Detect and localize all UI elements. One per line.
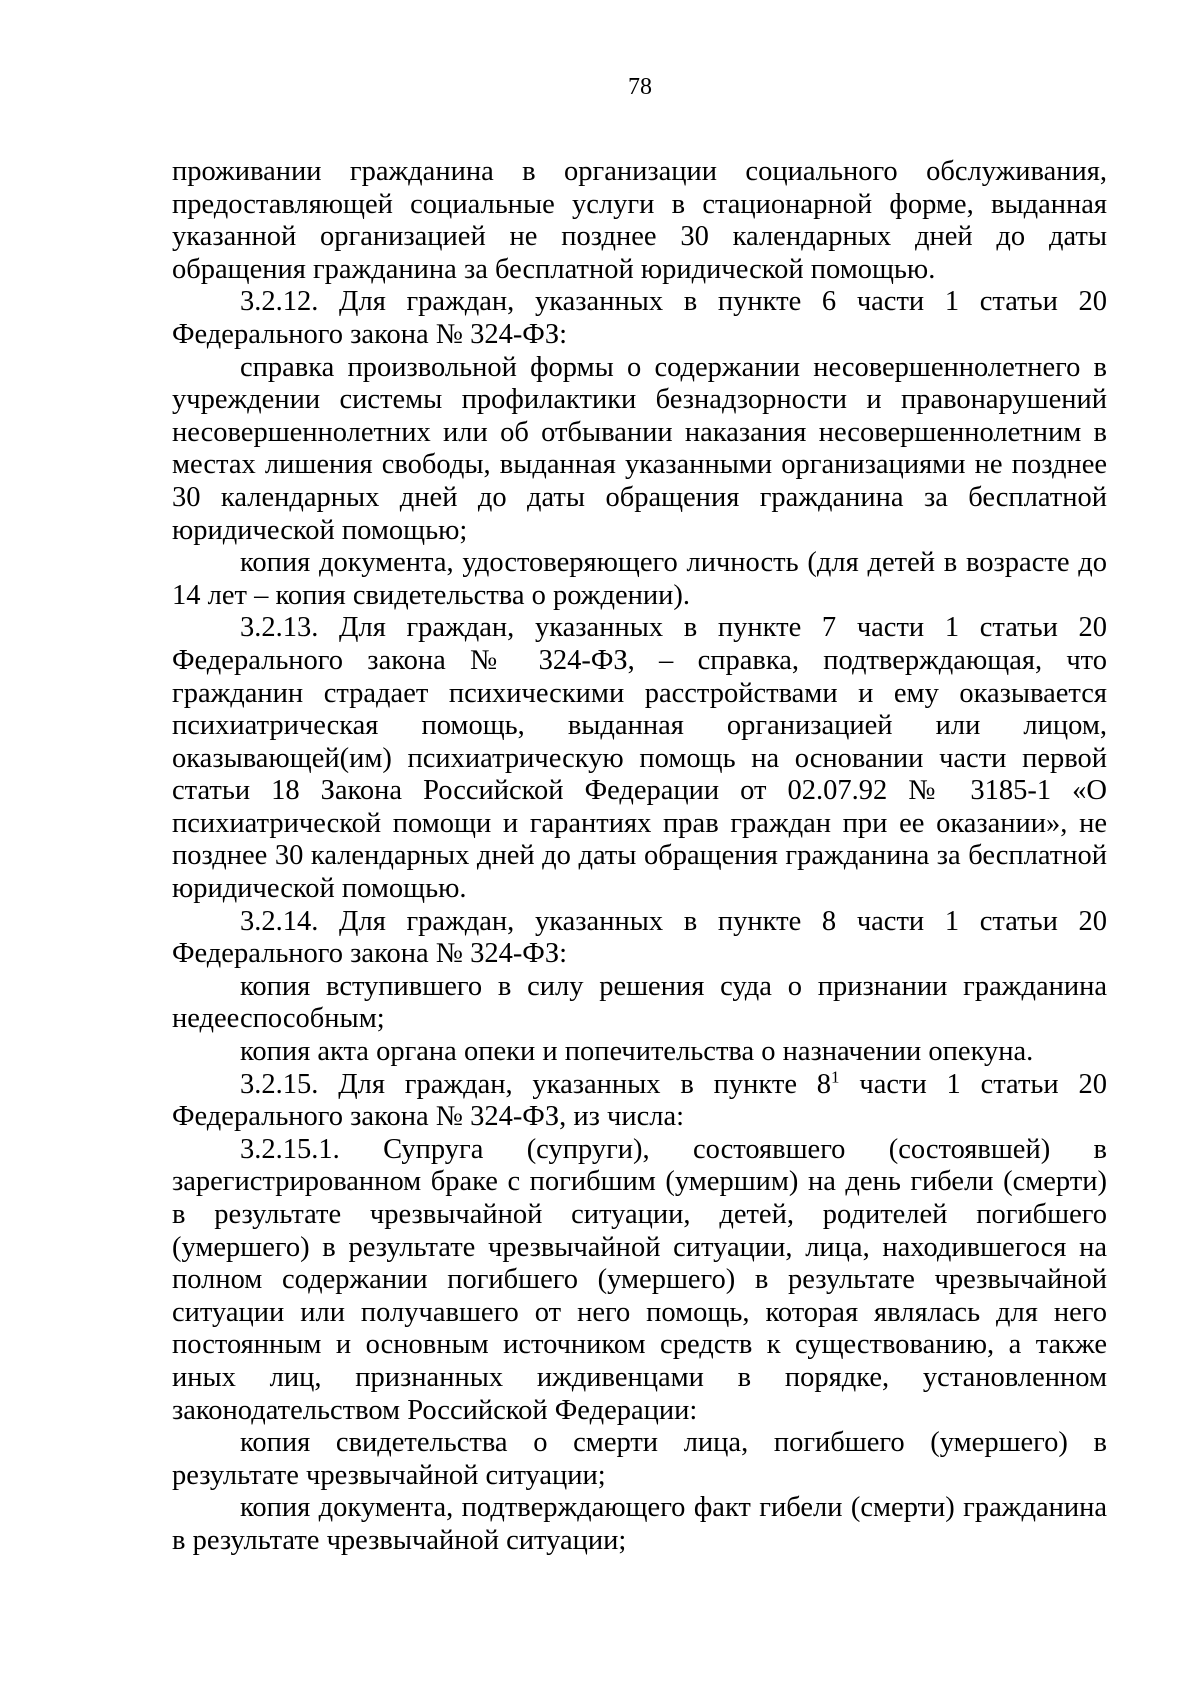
paragraph-death-certificate: копия свидетельства о смерти лица, погибшего (умершего) в результате чрезвычайной ситуации; xyxy=(172,1427,1107,1491)
paragraph-guardianship-act: копия акта органа опеки и попечительства о назначении опекуна. xyxy=(240,1036,1034,1068)
paragraph-death-fact-document: копия документа, подтверждающего факт гибели (смерти) гражданина в результате чрезвычайной ситуации; xyxy=(172,1492,1107,1556)
paragraph-court-decision: копия вступившего в силу решения суда о признании гражданина недееспособным; xyxy=(172,970,1107,1035)
paragraph-identity-document: копия документа, удостоверяющего личность (для детей в возрасте до 14 лет – копия свидетельства о рождении). xyxy=(172,547,1107,611)
page-number: 78 xyxy=(628,74,652,100)
paragraph-3-2-15-text-rest: части 1 статьи 20 Федерального закона № 324-ФЗ, из числа: xyxy=(172,1068,1107,1133)
superscript-marker: 1 xyxy=(831,1067,840,1087)
paragraph-continuation: проживании гражданина в организации социального обслуживания, предоставляющей социальные услуги в стационарной форме, выданная указанной организацией не позднее 30 календарных дней до даты обращения гражданина за бесплатной юридической помощью. xyxy=(172,156,1107,285)
document-body xyxy=(172,156,1107,1558)
paragraph-3-2-15 xyxy=(172,1069,1107,1134)
paragraph-3-2-15-text: 3.2.15. Для граждан, указанных в пункте 8 xyxy=(240,1068,832,1100)
paragraph-3-2-14: 3.2.14. Для граждан, указанных в пункте 8 части 1 статьи 20 Федерального закона № 324-ФЗ: xyxy=(172,905,1107,970)
paragraph-3-2-13: 3.2.13. Для граждан, указанных в пункте 7 части 1 статьи 20 Федерального закона № 324-ФЗ, – справка, подтверждающая, что гражданин страдает психическими расстройствами и ему оказывается психиатрическая помощь, выданная организацией или лицом, оказывающей(им) психиатрическую помощь на основании части первой статьи 18 Закона Российской Федерации от 02.07.92 № 3185-1 «О психиатрической помощи и гарантиях прав граждан при ее оказании», не позднее 30 календарных дней до даты обращения гражданина за бесплатной юридической помощью. xyxy=(172,612,1107,905)
paragraph-certificate-minor: справка произвольной формы о содержании несовершеннолетнего в учреждении системы профилактики безнадзорности и правонарушений несовершеннолетних или об отбывании наказания несовершеннолетним в местах лишения свободы, выданная указанными организациями не позднее 30 календарных дней до даты обращения гражданина за бесплатной юридической помощью; xyxy=(172,351,1107,546)
paragraph-3-2-12: 3.2.12. Для граждан, указанных в пункте 6 части 1 статьи 20 Федерального закона № 324-ФЗ: xyxy=(172,286,1107,350)
paragraph-3-2-15-1: 3.2.15.1. Супруга (супруги), состоявшего (состоявшей) в зарегистрированном браке с погибшим (умершим) на день гибели (смерти) в результате чрезвычайной ситуации, детей, родителей погибшего (умершего) в результате чрезвычайной ситуации, лица, находившегося на полном содержании погибшего (умершего) в результате чрезвычайной ситуации или получавшего от него помощь, которая являлась для него постоянным и основным источником средств к существованию, а также иных лиц, признанных иждивенцами в порядке, установленном законодательством Российской Федерации: xyxy=(172,1133,1107,1426)
